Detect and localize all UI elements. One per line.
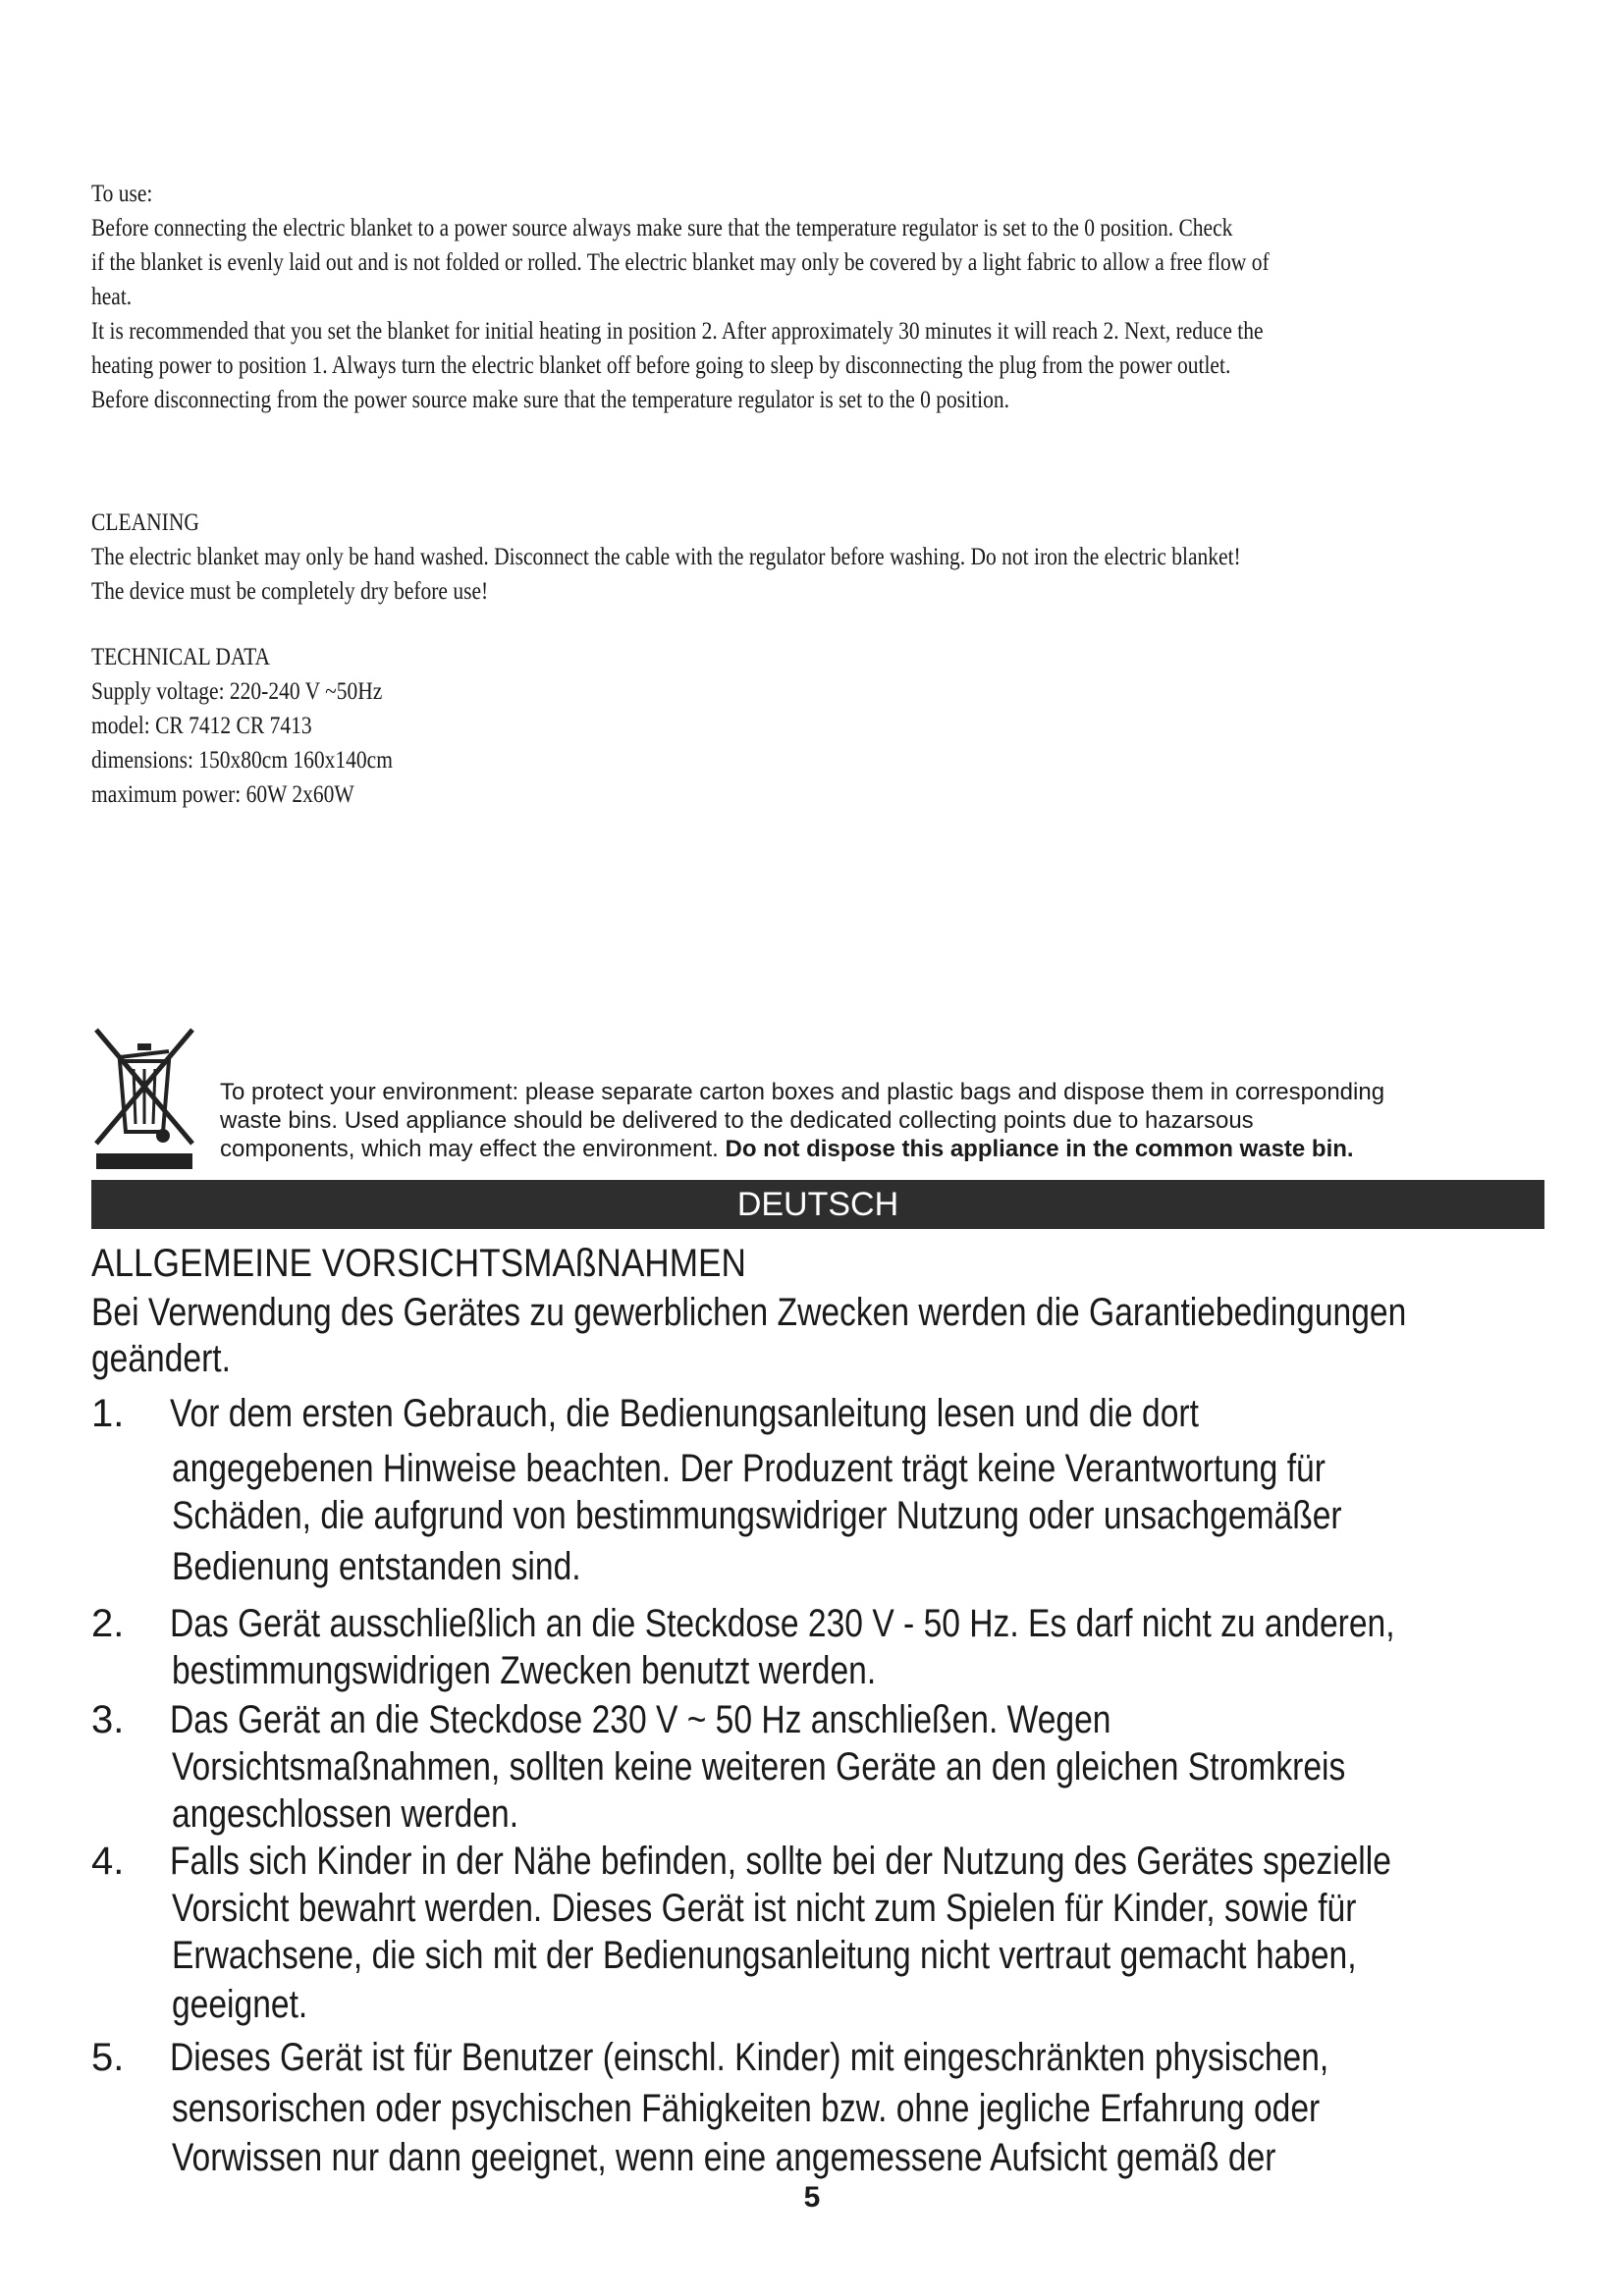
to-use-line: It is recommended that you set the blanket for initial heating in position 2. After approximately 30 minutes it will reach 2. Next, reduce the bbox=[91, 318, 1264, 345]
technical-line: dimensions: 150x80cm 160x140cm bbox=[91, 747, 393, 774]
de-heading-text: ALLGEMEINE VORSICHTSMAßNAHMEN bbox=[91, 1242, 746, 1285]
list-item-line: Vorwissen nur dann geeignet, wenn eine angemessene Aufsicht gemäß der bbox=[172, 2136, 1276, 2179]
cleaning-line: The electric blanket may only be hand washed. Disconnect the cable with the regulator before washing. Do not iron the electric blanket! bbox=[91, 544, 1241, 570]
cleaning-section bbox=[91, 506, 1544, 609]
list-item-line: angegebenen Hinweise beachten. Der Produzent trägt keine Verantwortung für bbox=[172, 1447, 1326, 1490]
list-item-line: angeschlossen werden. bbox=[172, 1792, 519, 1836]
language-bar: DEUTSCH bbox=[91, 1180, 1544, 1229]
technical-data-section bbox=[91, 640, 1544, 812]
de-heading bbox=[91, 1242, 1554, 1286]
list-item-line: Bedienung entstanden sind. bbox=[172, 1545, 581, 1588]
list-item-number: 4. bbox=[91, 1840, 125, 1883]
technical-line: maximum power: 60W 2x60W bbox=[91, 781, 354, 808]
technical-line: model: CR 7412 CR 7413 bbox=[91, 713, 312, 739]
list-item-line: Schäden, die aufgrund von bestimmungswidriger Nutzung oder unsachgemäßer bbox=[172, 1494, 1342, 1537]
de-intro-line: Bei Verwendung des Gerätes zu gewerblichen Zwecken werden die Garantiebedingungen bbox=[91, 1291, 1407, 1334]
environment-line-normal: components, which may effect the environment. bbox=[220, 1136, 719, 1162]
list-item-number: 3. bbox=[91, 1698, 125, 1741]
environment-line bbox=[220, 1135, 1545, 1163]
environment-line: waste bins. Used appliance should be delivered to the dedicated collecting points due to hazarsous bbox=[220, 1107, 1254, 1134]
to-use-line: Before connecting the electric blanket to a power source always make sure that the temperature regulator is set to the 0 position. Check bbox=[91, 215, 1233, 241]
to-use-section bbox=[91, 177, 1544, 417]
environment-line: To protect your environment: please separate carton boxes and plastic bags and dispose them in corresponding bbox=[220, 1079, 1385, 1105]
cleaning-line: The device must be completely dry before use! bbox=[91, 578, 489, 605]
environment-warning-bold: Do not dispose this appliance in the common waste bin. bbox=[725, 1136, 1354, 1162]
de-intro-line: geändert. bbox=[91, 1337, 231, 1380]
to-use-line: heating power to position 1. Always turn the electric blanket off before going to sleep by disconnecting the plug from the power outlet. bbox=[91, 352, 1231, 379]
environment-notice bbox=[220, 1078, 1545, 1163]
list-item-line: sensorischen oder psychischen Fähigkeiten bzw. ohne jegliche Erfahrung oder bbox=[172, 2087, 1321, 2130]
list-item-line: Das Gerät an die Steckdose 230 V ~ 50 Hz anschließen. Wegen bbox=[170, 1698, 1111, 1741]
list-item-line: geeignet. bbox=[172, 1983, 308, 2026]
list-item-number: 5. bbox=[91, 2036, 125, 2079]
to-use-heading: To use: bbox=[91, 181, 153, 207]
list-item-line: Falls sich Kinder in der Nähe befinden, sollte bei der Nutzung des Gerätes spezielle bbox=[170, 1840, 1391, 1883]
list-item-line: Erwachsene, die sich mit der Bedienungsanleitung nicht vertraut gemacht haben, bbox=[172, 1934, 1357, 1977]
list-item-line: Dieses Gerät ist für Benutzer (einschl. Kinder) mit eingeschränkten physischen, bbox=[170, 2036, 1329, 2079]
cleaning-heading: CLEANING bbox=[91, 509, 199, 536]
list-item-number: 1. bbox=[91, 1392, 125, 1435]
technical-heading: TECHNICAL DATA bbox=[91, 644, 271, 670]
to-use-line: Before disconnecting from the power source make sure that the temperature regulator is set to the 0 position. bbox=[91, 387, 1009, 413]
list-item-line: Vor dem ersten Gebrauch, die Bedienungsanleitung lesen und die dort bbox=[170, 1392, 1199, 1435]
to-use-line: heat. bbox=[91, 284, 133, 310]
weee-bin-icon bbox=[90, 1026, 198, 1173]
list-item-line: Vorsicht bewahrt werden. Dieses Gerät ist nicht zum Spielen für Kinder, sowie für bbox=[172, 1887, 1357, 1930]
list-item-line: Das Gerät ausschließlich an die Steckdose 230 V - 50 Hz. Es darf nicht zu anderen, bbox=[170, 1602, 1395, 1645]
to-use-line: if the blanket is evenly laid out and is not folded or rolled. The electric blanket may only be covered by a light fabric to allow a free flow of bbox=[91, 249, 1270, 276]
list-item-line: Vorsichtsmaßnahmen, sollten keine weiteren Geräte an den gleichen Stromkreis bbox=[172, 1745, 1346, 1789]
list-item-number: 2. bbox=[91, 1602, 125, 1645]
technical-line: Supply voltage: 220-240 V ~50Hz bbox=[91, 678, 383, 705]
list-item-line: bestimmungswidrigen Zwecken benutzt werden. bbox=[172, 1649, 877, 1692]
page-number: 5 bbox=[803, 2181, 821, 2214]
